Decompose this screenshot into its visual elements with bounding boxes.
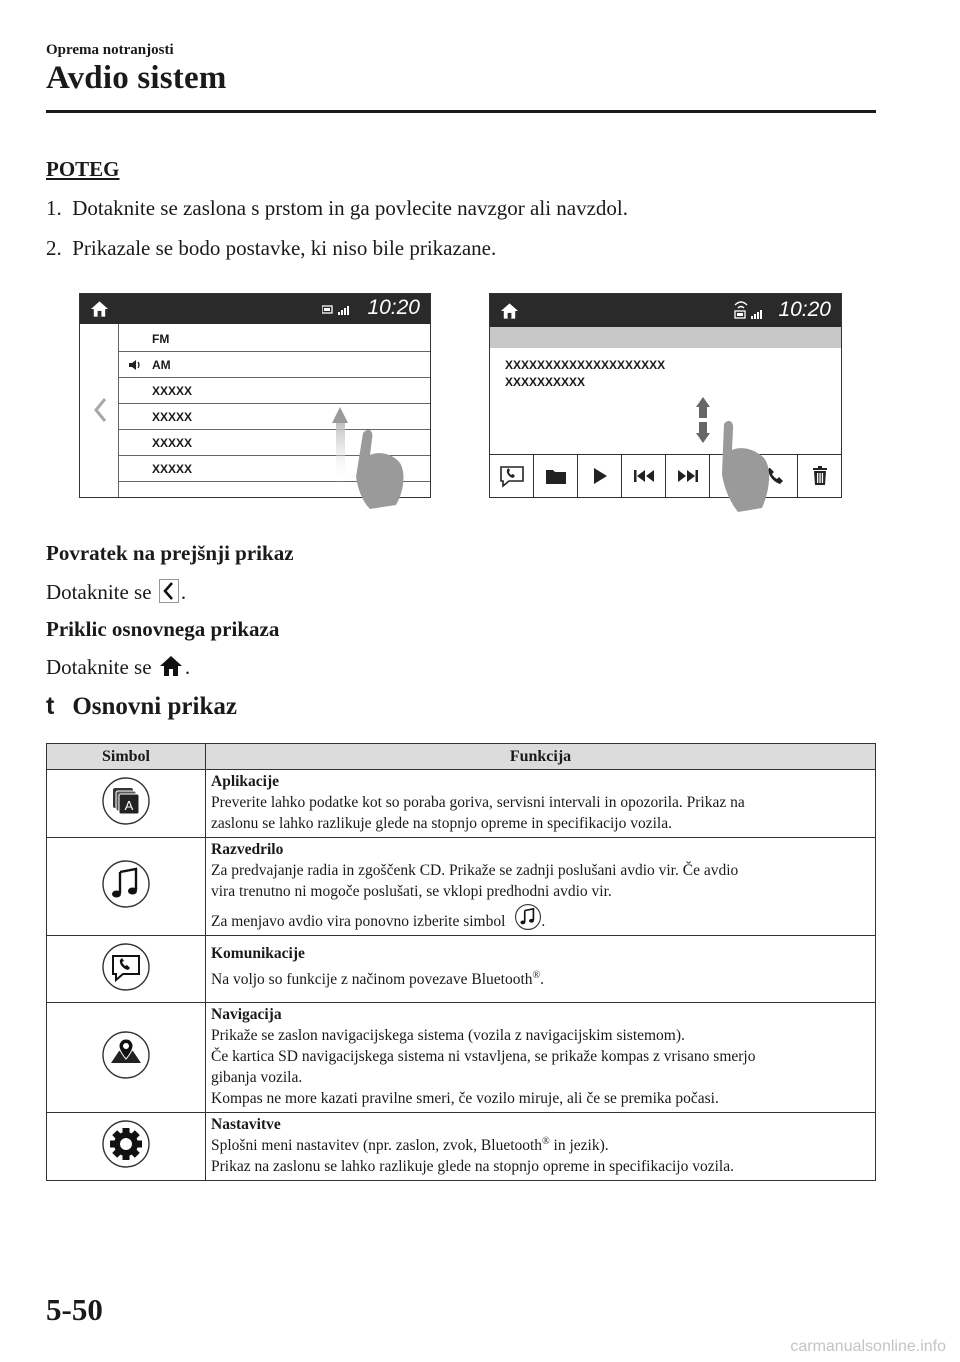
settings-gear-icon [102,1120,150,1168]
communication-icon [102,943,150,991]
function-text [211,969,870,990]
table-row [47,936,876,1003]
punctuation: . [541,913,546,930]
symbol-cell [47,1113,206,1181]
back-heading: Povratek na prejšnji prikaz [46,541,294,565]
function-text: Za predvajanje radia in zgoščenk CD. Prikaže se zadnji poslušani avdio vir. Če avdio [211,862,739,879]
heading-text: Osnovni prikaz [72,693,237,720]
home-heading: Priklic osnovnega prikaza [46,617,280,641]
step-text: Prikazale se bodo postavke, ki niso bile prikazane. [72,236,497,260]
function-cell [206,1003,876,1113]
list-item[interactable]: XXXXX [118,430,430,456]
signal-battery-icon [322,304,354,316]
function-text: Če kartica SD navigacijskega sistema ni vstavljena, se prikaže kompas z vrisano smerjo [211,1048,756,1065]
scroll-updown-icon [695,396,711,444]
function-title: Navigacija [211,1006,282,1023]
table-row [47,838,876,936]
table-row [47,1003,876,1113]
wifi-signal-icon [733,299,767,321]
applications-icon [102,777,150,825]
instruction-text: Dotaknite se [46,655,152,679]
punctuation: . [540,971,545,988]
function-text [211,904,870,932]
function-title: Nastavitve [211,1116,281,1133]
function-text [211,1135,870,1156]
home-icon [90,300,109,318]
function-text: vira trenutno ni mogoče poslušati, se vklopi predhodni avdio vir. [211,883,612,900]
section-label: Oprema notranjosti [46,42,174,58]
skip-back-icon [633,469,655,483]
control-bar [490,454,841,497]
music-note-icon [102,860,150,908]
list-item[interactable]: XXXXX [118,378,430,404]
message-screen-illustration [489,293,842,498]
function-cell [206,936,876,1003]
punctuation: . [184,655,191,679]
column-header-function: Funkcija [206,744,876,770]
function-title: Komunikacije [211,945,305,962]
symbol-cell [47,838,206,936]
instruction-text: Dotaknite se [46,580,152,604]
function-text: Kompas ne more kazati pravilne smeri, če vozilo miruje, ali če se premika počasi. [211,1090,719,1107]
music-note-icon [515,904,541,930]
step-text: Dotaknite se zaslona s prstom in ga povlecite navzgor ali navzdol. [72,196,629,220]
home-instruction [46,654,190,680]
home-icon [500,302,519,320]
header-band [490,327,841,348]
message-line: XXXXXXXXXX [505,375,586,389]
function-title: Aplikacije [211,773,280,790]
function-title: Razvedrilo [211,841,284,858]
skip-forward-icon [677,469,699,483]
list-item[interactable]: FM [118,326,430,352]
trash-icon [812,466,828,486]
step-2 [46,236,496,261]
page-title: Avdio sistem [46,60,227,96]
folder-button[interactable] [534,455,578,497]
speaker-icon [128,359,142,371]
symbol-cell [47,770,206,838]
home-icon [159,654,183,678]
punctuation: . [180,580,187,604]
list-item-label: AM [152,358,171,372]
svg-text:NAV: NAV [117,1064,135,1074]
list-item[interactable] [118,352,430,378]
symbol-cell [47,1003,206,1113]
communication-button[interactable] [490,455,534,497]
message-line: XXXXXXXXXXXXXXXXXXXX [505,358,666,372]
svg-text:A: A [124,798,134,813]
function-text: zaslonu se lahko razlikuje glede na stopnjo opreme in specifikacijo vozila. [211,815,672,832]
clock-time: 10:20 [367,296,420,319]
function-cell [206,770,876,838]
back-instruction [46,579,186,605]
message-text [505,357,665,391]
phone-chat-icon [499,464,525,488]
table-row [47,1113,876,1181]
back-chevron-icon [159,579,179,603]
step-1 [46,196,628,221]
text-span: Splošni meni nastavitev (npr. zaslon, zvok, Bluetooth [211,1137,543,1154]
play-button[interactable] [578,455,622,497]
previous-button[interactable] [622,455,666,497]
status-bar [80,294,430,324]
folder-icon [545,467,567,485]
basic-screen-heading [46,692,237,721]
table-row [47,770,876,838]
list-item[interactable]: XXXXX [118,456,430,482]
column-header-symbol: Simbol [47,744,206,770]
symbol-cell [47,936,206,1003]
function-cell [206,1113,876,1181]
function-text: Preverite lahko podatke kot so poraba goriva, servisni intervali in opozorila. Prikaz na [211,794,745,811]
page-number: 5-50 [46,1292,103,1327]
registered-mark: ® [542,1135,550,1147]
step-number: 2. [46,236,62,260]
chevron-left-icon[interactable] [93,397,107,423]
navigation-icon [102,1031,150,1079]
function-text: Prikaz na zaslonu se lahko razlikuje glede na stopnjo opreme in specifikacijo vozila. [211,1158,734,1175]
symbol-function-table [46,743,876,1181]
step-number: 1. [46,196,62,220]
list-item[interactable]: XXXXX [118,404,430,430]
registered-mark: ® [532,969,541,981]
clock-time: 10:20 [778,298,831,321]
table-header-row [47,744,876,770]
delete-button[interactable] [798,455,841,497]
text-span: Na voljo so funkcije z načinom povezave Bluetooth [211,971,533,988]
status-bar [490,294,841,327]
next-button[interactable] [666,455,710,497]
hand-gesture-icon [712,418,788,516]
function-cell [206,838,876,936]
bullet-glyph: t [46,692,55,720]
function-text: Prikaže se zaslon navigacijskega sistema (vozila z navigacijskim sistemom). [211,1027,685,1044]
watermark-url[interactable]: carmanualsonline.info [790,1338,946,1355]
text-span: Za menjavo avdio vira ponovno izberite simbol [211,913,506,930]
title-divider [46,110,876,113]
swipe-up-gesture-icon [330,405,410,515]
text-span: in jezik). [549,1137,609,1154]
swipe-heading: POTEG [46,157,120,181]
play-icon [592,467,608,485]
function-text: gibanja vozila. [211,1069,303,1086]
